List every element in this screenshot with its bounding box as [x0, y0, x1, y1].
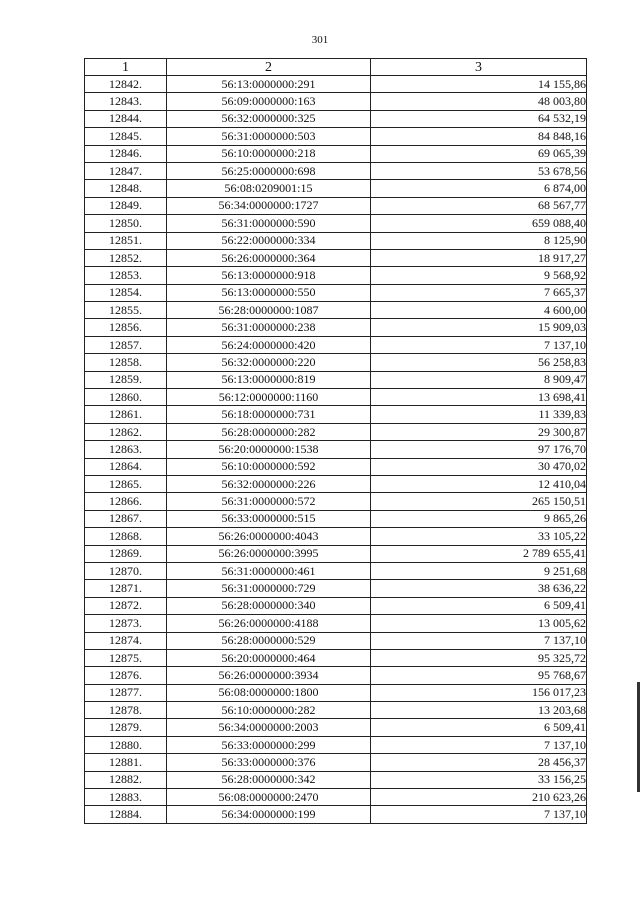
- row-number-cell: 12855.: [85, 302, 167, 319]
- row-number-cell: 12863.: [85, 441, 167, 458]
- value-cell: 7 137,10: [371, 336, 587, 353]
- value-cell: 7 137,10: [371, 736, 587, 753]
- cadastral-number-cell: 56:26:0000000:3995: [167, 545, 371, 562]
- cadastral-number-cell: 56:25:0000000:698: [167, 162, 371, 179]
- row-number-cell: 12881.: [85, 754, 167, 771]
- table-row: [85, 76, 587, 93]
- row-number-cell: 12845.: [85, 128, 167, 145]
- table-row: [85, 145, 587, 162]
- row-number-cell: 12856.: [85, 319, 167, 336]
- cadastral-number-cell: 56:31:0000000:729: [167, 580, 371, 597]
- table-row: [85, 736, 587, 753]
- row-number-cell: 12870.: [85, 562, 167, 579]
- cadastral-number-cell: 56:18:0000000:731: [167, 406, 371, 423]
- cadastral-number-cell: 56:10:0000000:218: [167, 145, 371, 162]
- cadastral-number-cell: 56:33:0000000:376: [167, 754, 371, 771]
- value-cell: 659 088,40: [371, 215, 587, 232]
- cadastral-number-cell: 56:26:0000000:364: [167, 249, 371, 266]
- table-row: [85, 510, 587, 527]
- value-cell: 6 509,41: [371, 597, 587, 614]
- value-cell: 156 017,23: [371, 684, 587, 701]
- cadastral-number-cell: 56:34:0000000:1727: [167, 197, 371, 214]
- cadastral-number-cell: 56:33:0000000:299: [167, 736, 371, 753]
- row-number-cell: 12860.: [85, 389, 167, 406]
- table-row: [85, 632, 587, 649]
- cadastral-number-cell: 56:28:0000000:529: [167, 632, 371, 649]
- row-number-cell: 12852.: [85, 249, 167, 266]
- value-cell: 95 325,72: [371, 649, 587, 666]
- table-row: [85, 110, 587, 127]
- cadastral-number-cell: 56:31:0000000:238: [167, 319, 371, 336]
- value-cell: 9 865,26: [371, 510, 587, 527]
- value-cell: 265 150,51: [371, 493, 587, 510]
- row-number-cell: 12844.: [85, 110, 167, 127]
- table-row: [85, 267, 587, 284]
- row-number-cell: 12878.: [85, 702, 167, 719]
- cadastral-number-cell: 56:20:0000000:1538: [167, 441, 371, 458]
- value-cell: 64 532,19: [371, 110, 587, 127]
- table-row: [85, 649, 587, 666]
- value-cell: 6 874,00: [371, 180, 587, 197]
- column-header-2: 2: [167, 59, 371, 76]
- cadastral-number-cell: 56:28:0000000:1087: [167, 302, 371, 319]
- table-row: [85, 458, 587, 475]
- cadastral-number-cell: 56:13:0000000:550: [167, 284, 371, 301]
- table-row: [85, 597, 587, 614]
- row-number-cell: 12854.: [85, 284, 167, 301]
- row-number-cell: 12850.: [85, 215, 167, 232]
- row-number-cell: 12861.: [85, 406, 167, 423]
- row-number-cell: 12866.: [85, 493, 167, 510]
- cadastral-number-cell: 56:32:0000000:325: [167, 110, 371, 127]
- row-number-cell: 12848.: [85, 180, 167, 197]
- cadastral-number-cell: 56:22:0000000:334: [167, 232, 371, 249]
- value-cell: 68 567,77: [371, 197, 587, 214]
- value-cell: 13 203,68: [371, 702, 587, 719]
- row-number-cell: 12880.: [85, 736, 167, 753]
- row-number-cell: 12859.: [85, 371, 167, 388]
- table-row: [85, 371, 587, 388]
- row-number-cell: 12864.: [85, 458, 167, 475]
- cadastral-number-cell: 56:34:0000000:2003: [167, 719, 371, 736]
- value-cell: 48 003,80: [371, 93, 587, 110]
- row-number-cell: 12842.: [85, 76, 167, 93]
- row-number-cell: 12872.: [85, 597, 167, 614]
- row-number-cell: 12871.: [85, 580, 167, 597]
- table-row: [85, 528, 587, 545]
- cadastral-number-cell: 56:08:0209001:15: [167, 180, 371, 197]
- table-row: [85, 302, 587, 319]
- table-row: [85, 215, 587, 232]
- page-number: 301: [311, 34, 329, 46]
- value-cell: 7 665,37: [371, 284, 587, 301]
- value-cell: 30 470,02: [371, 458, 587, 475]
- table-row: [85, 493, 587, 510]
- table-row: [85, 615, 587, 632]
- value-cell: 69 065,39: [371, 145, 587, 162]
- cadastral-number-cell: 56:32:0000000:226: [167, 475, 371, 492]
- cadastral-number-cell: 56:32:0000000:220: [167, 354, 371, 371]
- value-cell: 14 155,86: [371, 76, 587, 93]
- registry-table: [84, 58, 587, 824]
- table-row: [85, 562, 587, 579]
- row-number-cell: 12884.: [85, 806, 167, 823]
- cadastral-number-cell: 56:13:0000000:819: [167, 371, 371, 388]
- cadastral-number-cell: 56:10:0000000:592: [167, 458, 371, 475]
- row-number-cell: 12879.: [85, 719, 167, 736]
- cadastral-number-cell: 56:31:0000000:572: [167, 493, 371, 510]
- table-row: [85, 754, 587, 771]
- value-cell: 97 176,70: [371, 441, 587, 458]
- cadastral-number-cell: 56:33:0000000:515: [167, 510, 371, 527]
- row-number-cell: 12869.: [85, 545, 167, 562]
- table-row: [85, 702, 587, 719]
- cadastral-number-cell: 56:31:0000000:590: [167, 215, 371, 232]
- table-row: [85, 667, 587, 684]
- value-cell: 13 005,62: [371, 615, 587, 632]
- value-cell: 33 105,22: [371, 528, 587, 545]
- table-row: [85, 441, 587, 458]
- cadastral-number-cell: 56:31:0000000:461: [167, 562, 371, 579]
- row-number-cell: 12875.: [85, 649, 167, 666]
- value-cell: 210 623,26: [371, 789, 587, 806]
- cadastral-number-cell: 56:08:0000000:1800: [167, 684, 371, 701]
- row-number-cell: 12882.: [85, 771, 167, 788]
- value-cell: 95 768,67: [371, 667, 587, 684]
- header-row: [85, 59, 587, 76]
- table-row: [85, 197, 587, 214]
- cadastral-number-cell: 56:12:0000000:1160: [167, 389, 371, 406]
- value-cell: 9 251,68: [371, 562, 587, 579]
- value-cell: 9 568,92: [371, 267, 587, 284]
- table-row: [85, 580, 587, 597]
- column-header-3: 3: [371, 59, 587, 76]
- row-number-cell: 12873.: [85, 615, 167, 632]
- row-number-cell: 12843.: [85, 93, 167, 110]
- value-cell: 6 509,41: [371, 719, 587, 736]
- row-number-cell: 12858.: [85, 354, 167, 371]
- value-cell: 8 909,47: [371, 371, 587, 388]
- value-cell: 7 137,10: [371, 806, 587, 823]
- value-cell: 4 600,00: [371, 302, 587, 319]
- cadastral-number-cell: 56:26:0000000:3934: [167, 667, 371, 684]
- row-number-cell: 12874.: [85, 632, 167, 649]
- table-row: [85, 249, 587, 266]
- table-row: [85, 423, 587, 440]
- cadastral-number-cell: 56:13:0000000:918: [167, 267, 371, 284]
- value-cell: 2 789 655,41: [371, 545, 587, 562]
- table-row: [85, 93, 587, 110]
- value-cell: 33 156,25: [371, 771, 587, 788]
- table-row: [85, 475, 587, 492]
- row-number-cell: 12851.: [85, 232, 167, 249]
- row-number-cell: 12867.: [85, 510, 167, 527]
- row-number-cell: 12876.: [85, 667, 167, 684]
- row-number-cell: 12877.: [85, 684, 167, 701]
- table-row: [85, 806, 587, 823]
- table-row: [85, 319, 587, 336]
- value-cell: 13 698,41: [371, 389, 587, 406]
- table-row: [85, 336, 587, 353]
- cadastral-number-cell: 56:31:0000000:503: [167, 128, 371, 145]
- row-number-cell: 12853.: [85, 267, 167, 284]
- cadastral-number-cell: 56:08:0000000:2470: [167, 789, 371, 806]
- table-row: [85, 789, 587, 806]
- table-row: [85, 180, 587, 197]
- cadastral-number-cell: 56:26:0000000:4188: [167, 615, 371, 632]
- cadastral-number-cell: 56:28:0000000:282: [167, 423, 371, 440]
- value-cell: 28 456,37: [371, 754, 587, 771]
- row-number-cell: 12865.: [85, 475, 167, 492]
- cadastral-number-cell: 56:28:0000000:342: [167, 771, 371, 788]
- cadastral-number-cell: 56:26:0000000:4043: [167, 528, 371, 545]
- table-row: [85, 719, 587, 736]
- value-cell: 12 410,04: [371, 475, 587, 492]
- table-row: [85, 545, 587, 562]
- value-cell: 84 848,16: [371, 128, 587, 145]
- row-number-cell: 12862.: [85, 423, 167, 440]
- value-cell: 7 137,10: [371, 632, 587, 649]
- column-header-1: 1: [85, 59, 167, 76]
- value-cell: 18 917,27: [371, 249, 587, 266]
- row-number-cell: 12847.: [85, 162, 167, 179]
- value-cell: 15 909,03: [371, 319, 587, 336]
- table-row: [85, 128, 587, 145]
- value-cell: 8 125,90: [371, 232, 587, 249]
- row-number-cell: 12883.: [85, 789, 167, 806]
- value-cell: 56 258,83: [371, 354, 587, 371]
- cadastral-number-cell: 56:09:0000000:163: [167, 93, 371, 110]
- table-row: [85, 406, 587, 423]
- table-row: [85, 354, 587, 371]
- cadastral-number-cell: 56:34:0000000:199: [167, 806, 371, 823]
- cadastral-number-cell: 56:28:0000000:340: [167, 597, 371, 614]
- row-number-cell: 12846.: [85, 145, 167, 162]
- value-cell: 11 339,83: [371, 406, 587, 423]
- row-number-cell: 12868.: [85, 528, 167, 545]
- table-row: [85, 684, 587, 701]
- value-cell: 29 300,87: [371, 423, 587, 440]
- table-row: [85, 771, 587, 788]
- row-number-cell: 12849.: [85, 197, 167, 214]
- row-number-cell: 12857.: [85, 336, 167, 353]
- value-cell: 53 678,56: [371, 162, 587, 179]
- value-cell: 38 636,22: [371, 580, 587, 597]
- table-row: [85, 284, 587, 301]
- cadastral-number-cell: 56:10:0000000:282: [167, 702, 371, 719]
- cadastral-number-cell: 56:20:0000000:464: [167, 649, 371, 666]
- table-row: [85, 389, 587, 406]
- cadastral-number-cell: 56:24:0000000:420: [167, 336, 371, 353]
- table-row: [85, 162, 587, 179]
- cadastral-number-cell: 56:13:0000000:291: [167, 76, 371, 93]
- table-row: [85, 232, 587, 249]
